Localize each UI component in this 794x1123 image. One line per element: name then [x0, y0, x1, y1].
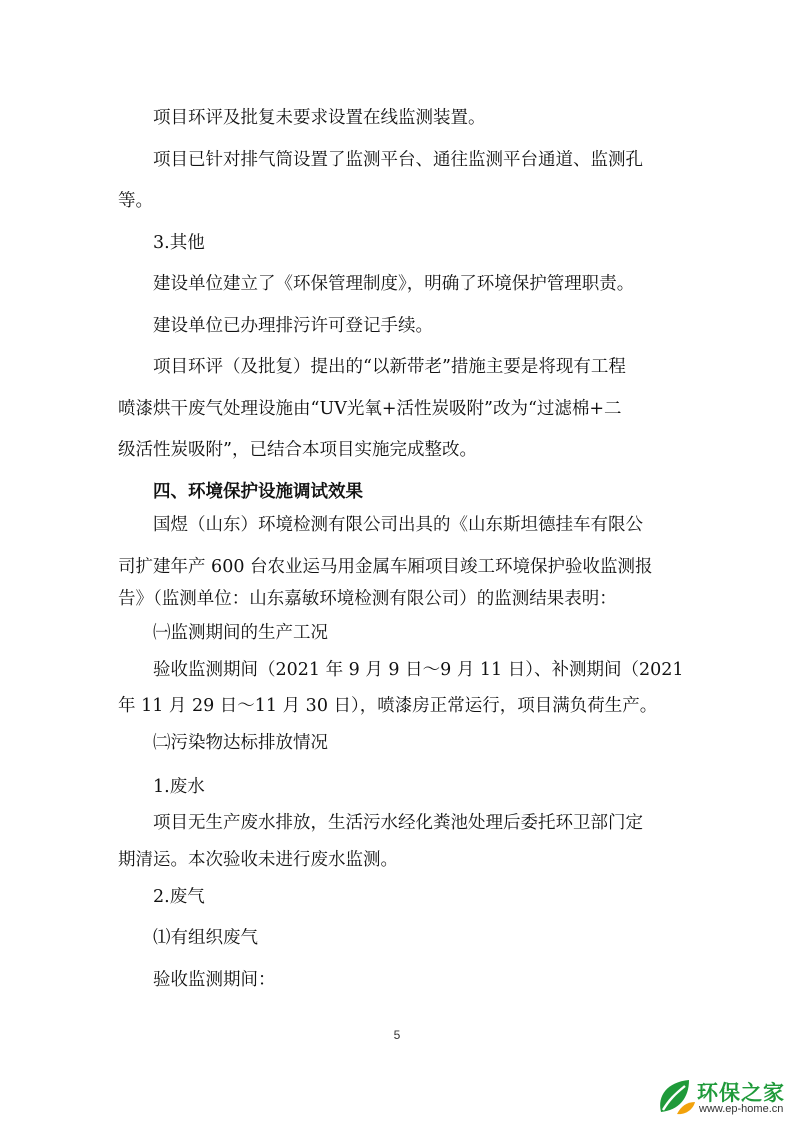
subsection-heading: ⑴有组织废气 — [153, 928, 258, 948]
paragraph-line: 等。 — [118, 191, 153, 211]
section-heading: 2.废气 — [153, 887, 205, 907]
paragraph-line: 国煜（山东）环境检测有限公司出具的《山东斯坦德挂车有限公 — [153, 515, 643, 535]
paragraph-line: 项目环评（及批复）提出的“以新带老”措施主要是将现有工程 — [153, 357, 626, 377]
paragraph-line: 验收监测期间： — [153, 970, 276, 990]
paragraph-line: 项目环评及批复未要求设置在线监测装置。 — [153, 108, 486, 128]
subsection-heading: ㈠监测期间的生产工况 — [153, 623, 328, 643]
watermark-logo — [655, 1074, 790, 1120]
paragraph-line: 建设单位建立了《环保管理制度》，明确了环境保护管理职责。 — [153, 274, 635, 294]
paragraph-line: 验收监测期间（2021 年 9 月 9 日～9 月 11 日）、补测期间（2021 — [153, 660, 684, 680]
watermark-url: www.ep-home.cn — [699, 1103, 784, 1115]
paragraph-line: 项目已针对排气筒设置了监测平台、通往监测平台通道、监测孔 — [153, 150, 643, 170]
page-number: 5 — [393, 1028, 401, 1042]
paragraph-line: 建设单位已办理排污许可登记手续。 — [153, 316, 433, 336]
section-heading: 3.其他 — [153, 233, 205, 253]
section-heading: 1.废水 — [153, 777, 205, 797]
paragraph-line: 司扩建年产 600 台农业运马用金属车厢项目竣工环境保护验收监测报 — [118, 557, 653, 577]
leaf-icon — [655, 1074, 697, 1118]
paragraph-line: 喷漆烘干废气处理设施由“UV光氧+活性炭吸附”改为“过滤棉+二 — [118, 399, 622, 419]
paragraph-line: 期清运。本次验收未进行废水监测。 — [118, 850, 398, 870]
paragraph-line: 级活性炭吸附”，已结合本项目实施完成整改。 — [118, 440, 477, 460]
paragraph-line: 年 11 月 29 日～11 月 30 日），喷漆房正常运行，项目满负荷生产。 — [118, 696, 658, 716]
watermark-name: 环保之家 — [697, 1081, 785, 1105]
paragraph-line: 告》（监测单位：山东嘉敏环境检测有限公司）的监测结果表明： — [118, 589, 617, 609]
chapter-heading: 四、环境保护设施调试效果 — [153, 482, 363, 502]
subsection-heading: ㈡污染物达标排放情况 — [153, 733, 328, 753]
paragraph-line: 项目无生产废水排放，生活污水经化粪池处理后委托环卫部门定 — [153, 813, 643, 833]
